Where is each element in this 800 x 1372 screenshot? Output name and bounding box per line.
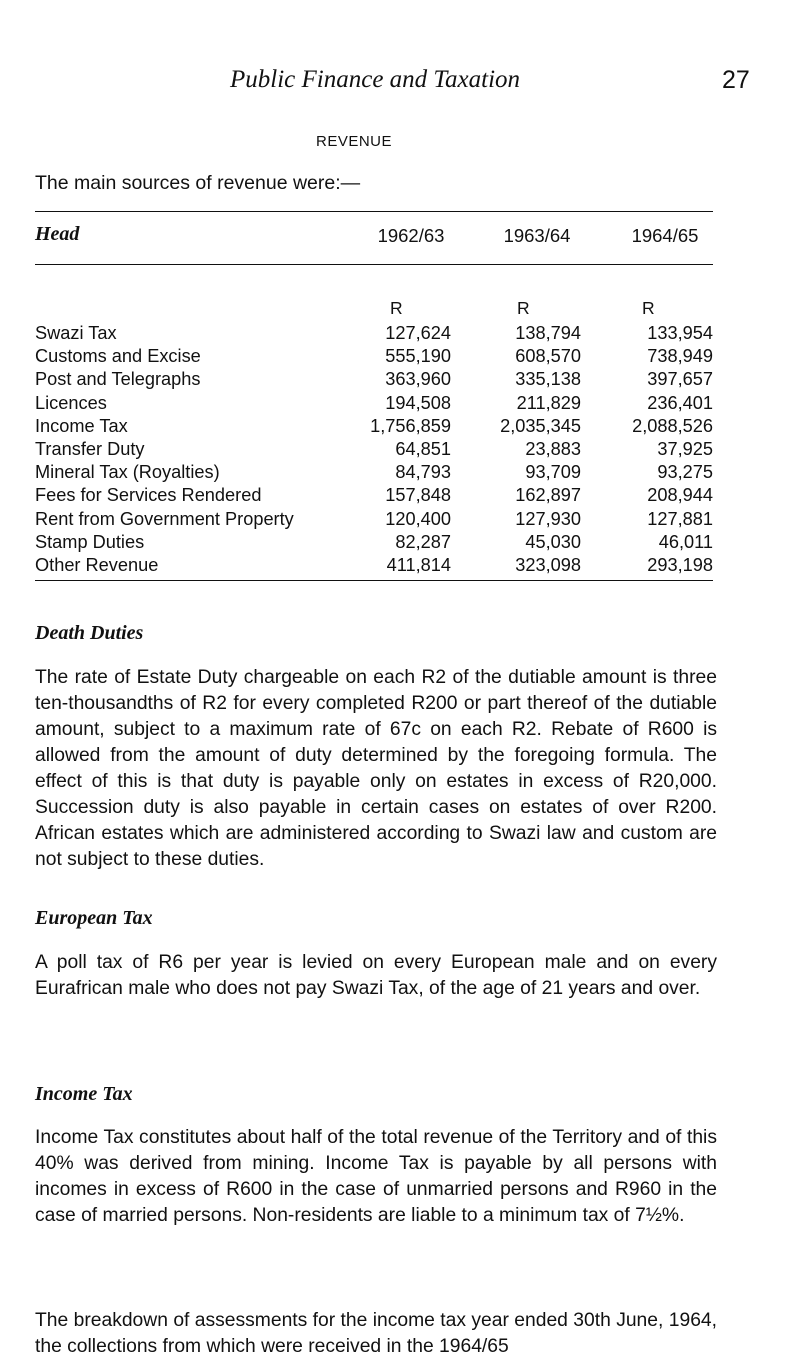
table-row bbox=[35, 415, 715, 438]
section-title-revenue: REVENUE bbox=[316, 133, 393, 150]
table-row bbox=[35, 531, 715, 554]
value-1964: 2,088,526 bbox=[632, 415, 713, 436]
row-head: Other Revenue bbox=[35, 554, 159, 575]
row-head: Licences bbox=[35, 392, 107, 413]
row-head: Swazi Tax bbox=[35, 323, 117, 343]
value-1963: 45,030 bbox=[525, 531, 581, 552]
table-row bbox=[35, 461, 715, 484]
value-1962: 64,851 bbox=[395, 438, 451, 459]
value-1963: 211,829 bbox=[516, 392, 581, 413]
row-head: Post and Telegraphs bbox=[35, 369, 201, 390]
value-1962: 84,793 bbox=[395, 462, 451, 483]
value-1964: 397,657 bbox=[647, 369, 713, 390]
value-1964: 293,198 bbox=[647, 554, 713, 575]
running-title: Public Finance and Taxation bbox=[230, 66, 521, 93]
unit-label-1962: R bbox=[390, 298, 403, 318]
row-head: Customs and Excise bbox=[35, 346, 201, 367]
value-1964: 93,275 bbox=[657, 462, 713, 483]
value-1963: 23,883 bbox=[525, 438, 581, 459]
row-head: Rent from Government Property bbox=[35, 508, 294, 529]
value-1962: 363,960 bbox=[385, 369, 451, 390]
paragraph-death-duties: The rate of Estate Duty chargeable on each R2 of the dutiable amount is three ten-thousandths of R2 for every completed R200 or part thereof of the dutiable amount, subject to a maximum rate of 67c on each R2. Rebate of R600 is allowed from the amount of duty determined by the foregoing formula. The effect of this is that duty is payable only on estates in excess of R20,000. Succession duty is also payable in certain cases on estates of over R200. African estates which are administered according to Swazi law and custom are not subject to these duties. bbox=[35, 667, 717, 870]
heading-european-tax: European Tax bbox=[35, 907, 153, 929]
column-header-1964: 1964/65 bbox=[631, 225, 699, 246]
revenue-table-body bbox=[35, 322, 715, 577]
row-head: Transfer Duty bbox=[35, 438, 145, 459]
row-head: Fees for Services Rendered bbox=[35, 485, 262, 506]
value-1962: 157,848 bbox=[385, 485, 451, 506]
row-head: Mineral Tax (Royalties) bbox=[35, 462, 220, 483]
row-head: Stamp Duties bbox=[35, 531, 145, 552]
heading-death-duties: Death Duties bbox=[35, 622, 144, 644]
value-1963: 608,570 bbox=[515, 346, 581, 367]
value-1964: 738,949 bbox=[647, 346, 713, 367]
column-header-1962: 1962/63 bbox=[377, 225, 445, 246]
value-1962: 411,814 bbox=[386, 554, 451, 575]
value-1963: 2,035,345 bbox=[500, 415, 581, 436]
value-1963: 93,709 bbox=[525, 462, 581, 483]
value-1964: 46,011 bbox=[658, 531, 713, 552]
table-header-rule bbox=[35, 264, 713, 265]
value-1964: 127,881 bbox=[647, 508, 713, 529]
heading-income-tax: Income Tax bbox=[35, 1083, 133, 1105]
paragraph-income-tax-breakdown: The breakdown of assessments for the income tax year ended 30th June, 1964, the collections from which were received in the 1964/65 bbox=[35, 1310, 717, 1357]
table-row bbox=[35, 368, 715, 391]
page-number: 27 bbox=[722, 66, 750, 94]
value-1962: 82,287 bbox=[395, 531, 451, 552]
table-row bbox=[35, 322, 715, 345]
revenue-intro: The main sources of revenue were:— bbox=[35, 172, 361, 194]
column-header-head: Head bbox=[35, 223, 80, 245]
value-1962: 120,400 bbox=[385, 508, 451, 529]
value-1963: 138,794 bbox=[515, 323, 581, 343]
value-1963: 323,098 bbox=[515, 554, 581, 575]
row-head: Income Tax bbox=[35, 415, 128, 436]
value-1964: 208,944 bbox=[647, 485, 713, 506]
table-row bbox=[35, 392, 715, 415]
value-1963: 335,138 bbox=[515, 369, 581, 390]
value-1962: 194,508 bbox=[385, 392, 451, 413]
table-row bbox=[35, 508, 715, 531]
value-1964: 37,925 bbox=[657, 438, 713, 459]
table-bottom-rule bbox=[35, 580, 713, 581]
value-1962: 127,624 bbox=[385, 323, 451, 343]
value-1963: 162,897 bbox=[515, 485, 581, 506]
table-row bbox=[35, 438, 715, 461]
unit-label-1963: R bbox=[517, 298, 530, 318]
table-top-rule bbox=[35, 211, 713, 212]
paragraph-income-tax: Income Tax constitutes about half of the total revenue of the Territory and of this 40% was derived from mining. Income Tax is payable by all persons with incomes in excess of R600 in the case of unmarried persons and R960 in the case of married persons. Non-residents are liable to a minimum tax of 7½%. bbox=[35, 1127, 717, 1226]
value-1963: 127,930 bbox=[515, 508, 581, 529]
unit-label-1964: R bbox=[642, 298, 655, 318]
column-header-1963: 1963/64 bbox=[503, 225, 571, 246]
value-1962: 1,756,859 bbox=[370, 415, 451, 436]
table-row bbox=[35, 345, 715, 368]
value-1962: 555,190 bbox=[385, 346, 451, 367]
paragraph-european-tax: A poll tax of R6 per year is levied on every European male and on every Eurafrican male who does not pay Swazi Tax, of the age of 21 years and over. bbox=[35, 952, 717, 999]
value-1964: 133,954 bbox=[647, 323, 713, 343]
table-row bbox=[35, 554, 715, 577]
table-row bbox=[35, 484, 715, 507]
value-1964: 236,401 bbox=[647, 392, 713, 413]
